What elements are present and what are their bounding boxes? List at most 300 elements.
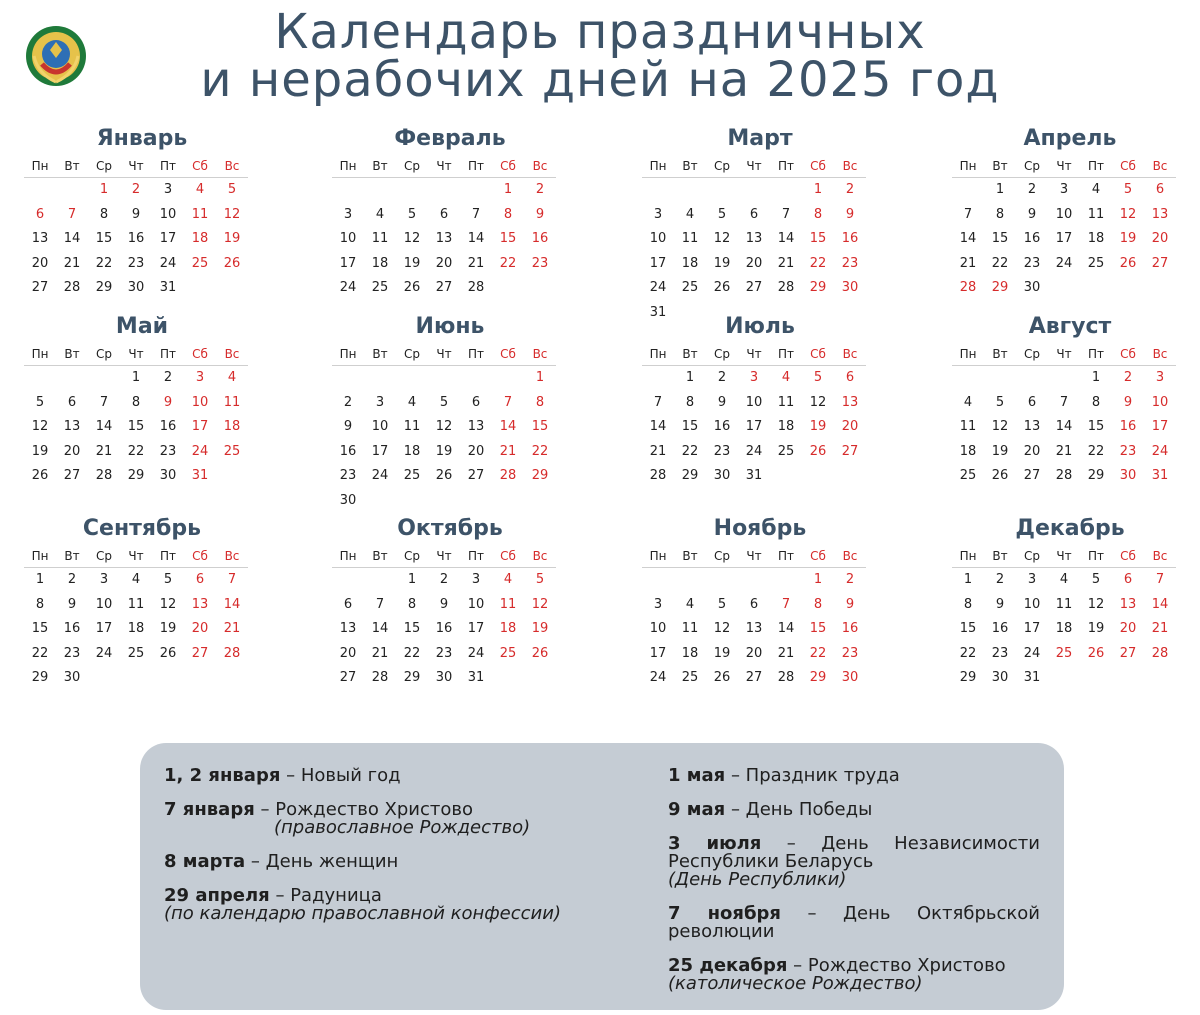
- weekday-header: Сб: [492, 344, 524, 366]
- day-cell: 5: [1091, 572, 1101, 587]
- day-cell: 3: [163, 182, 173, 197]
- weekday-header: Сб: [802, 156, 834, 178]
- day-cell: 8: [99, 206, 109, 222]
- day-cell: 31: [649, 304, 667, 320]
- day-cell: 30: [159, 468, 177, 483]
- day-cell-empty: [24, 178, 56, 203]
- day-cell: 30: [991, 670, 1009, 685]
- day-cell: 17: [467, 621, 485, 636]
- day-cell: 11: [371, 231, 389, 246]
- day-cell: 13: [745, 621, 763, 636]
- day-cell-empty: [706, 178, 738, 203]
- day-cell-empty: [428, 178, 460, 203]
- weekday-header: Пн: [642, 156, 674, 178]
- holiday-item: [164, 801, 624, 837]
- day-cell: 16: [159, 419, 177, 434]
- holiday-name: – День Октябрьской революции: [668, 903, 1040, 942]
- weekday-header: Вс: [524, 344, 556, 366]
- day-cell-nonworking: 16: [1119, 419, 1137, 434]
- day-cell: 26: [403, 280, 421, 295]
- day-cell: 24: [371, 468, 389, 483]
- month-name: Октябрь: [397, 516, 503, 541]
- day-cell: 18: [777, 419, 795, 434]
- weekday-header: Чт: [1048, 344, 1080, 366]
- day-cell-nonworking: 24: [1151, 443, 1169, 459]
- month-name: Июнь: [415, 314, 485, 339]
- day-cell: 12: [713, 621, 731, 636]
- day-cell-nonworking: 18: [499, 621, 517, 636]
- day-cell: 30: [127, 280, 145, 295]
- day-cell: 22: [127, 443, 145, 459]
- day-cell: 26: [713, 280, 731, 295]
- month-calendar: [332, 314, 568, 513]
- day-cell: 4: [685, 206, 695, 222]
- day-cell: 10: [649, 231, 667, 246]
- day-cell: 20: [31, 255, 49, 271]
- day-cell-nonworking: 22: [809, 255, 827, 271]
- holiday-note: (День Республики): [668, 869, 847, 890]
- weekday-header: Пт: [1080, 546, 1112, 568]
- day-cell: 11: [777, 394, 795, 410]
- day-cell: 13: [63, 419, 81, 434]
- day-cell: 29: [31, 670, 49, 685]
- day-cell: 25: [1087, 255, 1105, 271]
- day-cell: 12: [403, 231, 421, 246]
- day-cell-nonworking: 8: [535, 394, 545, 410]
- weekday-header: Вс: [524, 156, 556, 178]
- day-cell-nonworking: 8: [813, 596, 823, 612]
- day-cell: 1: [131, 370, 141, 385]
- day-cell-nonworking: 26: [531, 645, 549, 661]
- day-cell-nonworking: 20: [191, 621, 209, 636]
- weekday-header: Пн: [642, 546, 674, 568]
- day-cell: 25: [371, 280, 389, 295]
- weekday-header: Вт: [56, 344, 88, 366]
- day-cell: 28: [371, 670, 389, 685]
- day-cell: 2: [995, 572, 1005, 587]
- day-cell: 8: [407, 596, 417, 612]
- day-cell: 17: [649, 255, 667, 271]
- weekday-header: Вт: [364, 546, 396, 568]
- day-cell-nonworking: 21: [1151, 621, 1169, 636]
- day-cell: 14: [777, 231, 795, 246]
- weekday-header: Пт: [770, 156, 802, 178]
- day-cell-nonworking: 25: [223, 443, 241, 459]
- day-cell: 15: [31, 621, 49, 636]
- day-cell: 24: [649, 670, 667, 685]
- weekday-header: Чт: [120, 546, 152, 568]
- day-cell: 12: [159, 596, 177, 612]
- day-cell: 30: [1023, 280, 1041, 295]
- weekday-header: Чт: [738, 156, 770, 178]
- weekday-header: Пт: [1080, 344, 1112, 366]
- day-cell-nonworking: 11: [499, 596, 517, 612]
- day-cell-nonworking: 5: [227, 182, 237, 197]
- month-calendar: [24, 314, 260, 489]
- day-cell-nonworking: 27: [841, 443, 859, 459]
- day-cell: 11: [681, 231, 699, 246]
- day-cell: 2: [1027, 182, 1037, 197]
- month-grid: [24, 156, 260, 301]
- day-cell-nonworking: 28: [959, 280, 977, 295]
- month-calendar: [24, 516, 260, 691]
- day-cell: 15: [127, 419, 145, 434]
- day-cell-nonworking: 2: [845, 182, 855, 197]
- day-cell: 18: [127, 621, 145, 636]
- day-cell: 1: [1091, 370, 1101, 385]
- day-cell-nonworking: 25: [191, 255, 209, 271]
- day-cell-empty: [952, 366, 984, 391]
- day-cell: 27: [435, 280, 453, 295]
- weekday-header: Вс: [1144, 546, 1176, 568]
- page-title: [0, 4, 1200, 108]
- holiday-item: [668, 767, 1040, 785]
- day-cell-empty: [642, 366, 674, 391]
- day-cell: 23: [159, 443, 177, 459]
- day-cell-empty: [56, 178, 88, 203]
- day-cell-nonworking: 3: [1155, 370, 1165, 385]
- day-cell-nonworking: 12: [531, 596, 549, 612]
- day-cell-nonworking: 25: [1055, 645, 1073, 661]
- day-cell: 14: [95, 419, 113, 434]
- day-cell: 3: [343, 206, 353, 222]
- day-cell: 29: [1087, 468, 1105, 483]
- day-cell: 18: [371, 255, 389, 271]
- day-cell: 23: [63, 645, 81, 661]
- day-cell: 5: [35, 394, 45, 410]
- weekday-header: Ср: [396, 344, 428, 366]
- day-cell: 24: [159, 255, 177, 271]
- weekday-header: Чт: [1048, 156, 1080, 178]
- day-cell: 31: [467, 670, 485, 685]
- day-cell-nonworking: 9: [845, 206, 855, 222]
- day-cell: 21: [95, 443, 113, 459]
- day-cell-nonworking: 9: [845, 596, 855, 612]
- day-cell-nonworking: 13: [1151, 206, 1169, 222]
- weekday-header: Пн: [332, 156, 364, 178]
- day-cell: 18: [681, 645, 699, 661]
- day-cell: 3: [653, 206, 663, 222]
- day-cell: 24: [95, 645, 113, 661]
- day-cell: 11: [127, 596, 145, 612]
- day-cell: 6: [471, 394, 481, 410]
- day-cell: 22: [31, 645, 49, 661]
- day-cell-nonworking: 26: [809, 443, 827, 459]
- day-cell-empty: [332, 178, 364, 203]
- day-cell-nonworking: 23: [841, 255, 859, 271]
- holiday-name: – День женщин: [250, 851, 399, 872]
- weekday-header: Вс: [1144, 156, 1176, 178]
- day-cell-nonworking: 1: [813, 572, 823, 587]
- day-cell: 13: [31, 231, 49, 246]
- day-cell-nonworking: 20: [1119, 621, 1137, 636]
- day-cell: 8: [1091, 394, 1101, 410]
- day-cell-nonworking: 10: [1151, 394, 1169, 410]
- day-cell-nonworking: 23: [1119, 443, 1137, 459]
- day-cell: 19: [403, 255, 421, 271]
- holiday-note: (католическое Рождество): [668, 973, 923, 994]
- day-cell: 20: [1023, 443, 1041, 459]
- day-cell: 10: [1055, 206, 1073, 222]
- day-cell: 19: [1087, 621, 1105, 636]
- weekday-header: Вт: [984, 546, 1016, 568]
- day-cell: 13: [1023, 419, 1041, 434]
- day-cell: 5: [163, 572, 173, 587]
- weekday-header: Ср: [396, 156, 428, 178]
- day-cell-nonworking: 6: [35, 206, 45, 222]
- day-cell: 22: [959, 645, 977, 661]
- day-cell-nonworking: 15: [499, 231, 517, 246]
- day-cell: 11: [1087, 206, 1105, 222]
- day-cell: 6: [1027, 394, 1037, 410]
- day-cell: 27: [1023, 468, 1041, 483]
- day-cell: 19: [713, 645, 731, 661]
- day-cell: 3: [1027, 572, 1037, 587]
- day-cell: 25: [777, 443, 795, 459]
- holiday-name: – Рождество Христово: [793, 955, 1006, 976]
- day-cell: 14: [467, 231, 485, 246]
- day-cell: 24: [1055, 255, 1073, 271]
- day-cell-nonworking: 19: [531, 621, 549, 636]
- day-cell: 4: [1059, 572, 1069, 587]
- day-cell-nonworking: 14: [223, 596, 241, 612]
- day-cell-nonworking: 30: [841, 670, 859, 685]
- day-cell-nonworking: 26: [1119, 255, 1137, 271]
- day-cell: 12: [809, 394, 827, 410]
- day-cell-nonworking: 8: [813, 206, 823, 222]
- holiday-date: 29 апреля: [164, 885, 270, 906]
- day-cell-nonworking: 23: [841, 645, 859, 661]
- day-cell: 28: [1055, 468, 1073, 483]
- weekday-header: Ср: [1016, 546, 1048, 568]
- day-cell-nonworking: 3: [749, 370, 759, 385]
- day-cell-nonworking: 14: [499, 419, 517, 434]
- day-cell-nonworking: 29: [809, 670, 827, 685]
- weekday-header: Чт: [1048, 546, 1080, 568]
- day-cell: 15: [991, 231, 1009, 246]
- day-cell-empty: [738, 178, 770, 203]
- holiday-name: – Радуница: [275, 885, 382, 906]
- day-cell: 31: [745, 468, 763, 483]
- month-calendar: [642, 314, 878, 489]
- day-cell: 2: [343, 394, 353, 410]
- month-grid: [642, 546, 878, 691]
- day-cell: 16: [127, 231, 145, 246]
- holiday-item: [668, 905, 1040, 941]
- day-cell: 10: [745, 394, 763, 410]
- weekday-header: Вс: [834, 546, 866, 568]
- day-cell-nonworking: 10: [191, 394, 209, 410]
- day-cell: 15: [1087, 419, 1105, 434]
- day-cell: 19: [159, 621, 177, 636]
- day-cell: 21: [959, 255, 977, 271]
- day-cell-nonworking: 27: [1151, 255, 1169, 271]
- holiday-date: 7 ноября: [668, 903, 781, 924]
- holiday-item: [164, 767, 624, 785]
- weekday-header: Ср: [88, 156, 120, 178]
- day-cell: 29: [959, 670, 977, 685]
- day-cell-nonworking: 27: [191, 645, 209, 661]
- day-cell-nonworking: 22: [531, 443, 549, 459]
- holiday-name: – День Победы: [730, 799, 873, 820]
- day-cell-nonworking: 25: [499, 645, 517, 661]
- day-cell: 29: [403, 670, 421, 685]
- day-cell: 8: [35, 596, 45, 612]
- holiday-item: [164, 853, 624, 871]
- day-cell: 27: [745, 280, 763, 295]
- day-cell-nonworking: 13: [1119, 596, 1137, 612]
- weekday-header: Чт: [428, 156, 460, 178]
- weekday-header: Вс: [216, 156, 248, 178]
- weekday-header: Пн: [952, 156, 984, 178]
- day-cell: 2: [67, 572, 77, 587]
- day-cell-nonworking: 11: [223, 394, 241, 410]
- day-cell: 4: [131, 572, 141, 587]
- day-cell: 13: [467, 419, 485, 434]
- day-cell: 30: [435, 670, 453, 685]
- month-calendar: [332, 126, 568, 301]
- day-cell: 31: [1023, 670, 1041, 685]
- day-cell: 1: [407, 572, 417, 587]
- day-cell-nonworking: 11: [191, 206, 209, 222]
- holiday-item: [668, 957, 1040, 993]
- day-cell-nonworking: 24: [191, 443, 209, 459]
- holiday-item: [668, 801, 1040, 819]
- month-name: Декабрь: [1015, 516, 1125, 541]
- holiday-date: 1, 2 января: [164, 765, 281, 786]
- month-grid: [952, 546, 1188, 691]
- weekday-header: Ср: [396, 546, 428, 568]
- weekday-header: Сб: [184, 546, 216, 568]
- day-cell: 16: [713, 419, 731, 434]
- day-cell-empty: [1048, 366, 1080, 391]
- day-cell-nonworking: 17: [1151, 419, 1169, 434]
- day-cell: 18: [1087, 231, 1105, 246]
- day-cell: 10: [371, 419, 389, 434]
- month-name: Апрель: [1023, 126, 1117, 151]
- weekday-header: Ср: [88, 546, 120, 568]
- day-cell: 11: [681, 621, 699, 636]
- day-cell-nonworking: 1: [813, 182, 823, 197]
- day-cell: 21: [63, 255, 81, 271]
- day-cell-nonworking: 2: [845, 572, 855, 587]
- day-cell: 8: [685, 394, 695, 410]
- day-cell-nonworking: 26: [223, 255, 241, 271]
- page-title-line1: Календарь праздничных: [274, 4, 926, 60]
- day-cell: 12: [1087, 596, 1105, 612]
- day-cell-nonworking: 8: [503, 206, 513, 222]
- day-cell: 21: [1055, 443, 1073, 459]
- day-cell: 16: [339, 443, 357, 459]
- day-cell: 28: [777, 670, 795, 685]
- day-cell-nonworking: 16: [841, 621, 859, 636]
- day-cell: 10: [1023, 596, 1041, 612]
- weekday-header: Сб: [1112, 546, 1144, 568]
- day-cell: 17: [159, 231, 177, 246]
- day-cell: 4: [375, 206, 385, 222]
- day-cell: 11: [1055, 596, 1073, 612]
- weekday-header: Чт: [738, 546, 770, 568]
- day-cell: 3: [653, 596, 663, 612]
- day-cell-nonworking: 4: [195, 182, 205, 197]
- day-cell: 25: [127, 645, 145, 661]
- day-cell: 17: [339, 255, 357, 271]
- day-cell-empty: [428, 366, 460, 391]
- day-cell-nonworking: 14: [1151, 596, 1169, 612]
- weekday-header: Ср: [706, 344, 738, 366]
- day-cell: 14: [1055, 419, 1073, 434]
- day-cell: 12: [991, 419, 1009, 434]
- day-cell: 3: [1059, 182, 1069, 197]
- day-cell: 26: [991, 468, 1009, 483]
- month-name: Февраль: [394, 126, 506, 151]
- day-cell-nonworking: 18: [191, 231, 209, 246]
- day-cell: 20: [467, 443, 485, 459]
- day-cell: 10: [649, 621, 667, 636]
- day-cell-nonworking: 22: [499, 255, 517, 271]
- day-cell: 13: [745, 231, 763, 246]
- holiday-date: 3 июля: [668, 833, 762, 854]
- weekday-header: Чт: [120, 156, 152, 178]
- day-cell-nonworking: 29: [991, 280, 1009, 295]
- day-cell: 18: [1055, 621, 1073, 636]
- holiday-date: 9 мая: [668, 799, 726, 820]
- day-cell: 22: [403, 645, 421, 661]
- day-cell: 24: [649, 280, 667, 295]
- day-cell: 9: [343, 419, 353, 434]
- day-cell: 23: [713, 443, 731, 459]
- day-cell-nonworking: 15: [531, 419, 549, 434]
- month-grid: [952, 344, 1188, 489]
- day-cell-nonworking: 13: [841, 394, 859, 410]
- month-grid: [952, 156, 1188, 301]
- holiday-name: – Новый год: [286, 765, 401, 786]
- day-cell: 19: [991, 443, 1009, 459]
- weekday-header: Пт: [152, 546, 184, 568]
- day-cell-empty: [674, 178, 706, 203]
- day-cell-nonworking: 28: [1151, 645, 1169, 661]
- holidays-left-column: [164, 767, 624, 939]
- day-cell-nonworking: 19: [223, 231, 241, 246]
- day-cell: 17: [1023, 621, 1041, 636]
- day-cell: 22: [1087, 443, 1105, 459]
- holiday-name: – День Независимости Республики Беларусь: [668, 833, 1040, 872]
- day-cell: 7: [653, 394, 663, 410]
- month-name: Май: [115, 314, 169, 339]
- day-cell: 14: [63, 231, 81, 246]
- weekday-header: Вт: [674, 546, 706, 568]
- day-cell: 29: [95, 280, 113, 295]
- day-cell: 15: [959, 621, 977, 636]
- day-cell: 6: [749, 206, 759, 222]
- day-cell: 9: [439, 596, 449, 612]
- day-cell-nonworking: 15: [809, 621, 827, 636]
- day-cell: 28: [649, 468, 667, 483]
- weekday-header: Сб: [492, 546, 524, 568]
- weekday-header: Вс: [216, 546, 248, 568]
- weekday-header: Вт: [364, 344, 396, 366]
- weekday-header: Пн: [952, 344, 984, 366]
- day-cell: 28: [467, 280, 485, 295]
- day-cell-empty: [332, 568, 364, 593]
- day-cell: 18: [959, 443, 977, 459]
- month-grid: [332, 344, 568, 513]
- holiday-name: – Рождество Христово: [260, 799, 474, 820]
- day-cell-empty: [738, 568, 770, 593]
- day-cell: 16: [435, 621, 453, 636]
- month-grid: [332, 546, 568, 691]
- day-cell-empty: [364, 366, 396, 391]
